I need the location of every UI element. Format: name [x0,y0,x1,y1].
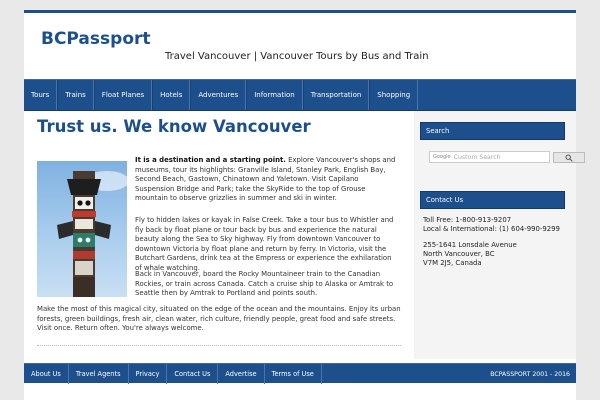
footer-link-travel-agents[interactable]: Travel Agents [69,364,129,384]
sidebar [414,111,576,359]
intro-bold: It is a destination and a starting point. [135,156,286,164]
nav-item-adventures[interactable]: Adventures [190,80,246,110]
toll-free-phone: Toll Free: 1-800-913-9207 [423,216,512,224]
footer-link-about-us[interactable]: About Us [24,364,69,384]
paragraph-2: Fly to hidden lakes or kayak in False Creek. Take a tour bus to Whistler and fly back by float plane or tour back by bus and experience the natural beauty along the Sea to Sky highway. Fly from downtown Vancouver to downtown Victoria by float plane and return by ferry. In Victoria, visit the Butchart Gardens, drink tea at the Empress or experience the exhilaration of whale watching. [135,216,394,272]
intro-paragraph [135,156,400,204]
content-divider [37,345,401,346]
nav-item-float-planes[interactable]: Float Planes [94,80,152,110]
nav-item-transportation[interactable]: Transportation [303,80,370,110]
address-line-1: 255-1641 Lonsdale Avenue [423,241,517,249]
site-tagline: Travel Vancouver | Vancouver Tours by Bus and Train [165,51,429,62]
nav-item-tours[interactable]: Tours [24,80,57,110]
footer-link-privacy[interactable]: Privacy [129,364,168,384]
site-header [24,13,576,79]
search-placeholder: Custom Search [453,153,501,161]
search-button[interactable] [553,152,585,163]
address-line-2: North Vancouver, BC [423,250,495,258]
nav-item-trains[interactable]: Trains [57,80,93,110]
site-title[interactable]: BCPassport [41,29,151,49]
address-line-3: V7M 2J5, Canada [423,259,482,267]
google-label: Google [433,154,451,160]
search-icon [565,154,573,162]
totem-pole-photo [37,161,127,297]
totem-pole-icon [37,161,127,297]
paragraph-4: Make the most of this magical city, situated on the edge of the ocean and the mountains. Enjoy its urban forests, green buildings, fresh air, clean water, rich culture, friendly people, great food and safe streets. Visit once. Return often. You're always welcome. [37,305,401,333]
contact-widget-title: Contact Us [420,191,565,209]
footer-link-advertise[interactable]: Advertise [218,364,264,384]
main-content [24,113,414,353]
page-headline: Trust us. We know Vancouver [37,117,311,136]
nav-item-hotels[interactable]: Hotels [152,80,190,110]
nav-item-shopping[interactable]: Shopping [369,80,418,110]
footer-link-terms[interactable]: Terms of Use [265,364,322,384]
footer-nav [24,364,322,384]
nav-item-information[interactable]: Information [246,80,303,110]
intro-text: Explore Vancouver's shops and museums, tour its highlights: Granville Island, Stanley Park, English Bay, Second Beach, Gastown, Chinatown and Yaletown. Visit Capilano Suspension Bridge and Park; take the SkyRide to the top of Grouse mountain to observe grizzlies in summer and ski in winter. [135,156,396,203]
footer-link-contact-us[interactable]: Contact Us [167,364,218,384]
local-phone: Local & International: (1) 604-990-9299 [423,225,560,233]
search-input[interactable] [429,151,550,163]
page-wrapper [24,10,576,400]
search-widget-title: Search [420,122,565,140]
paragraph-3: Back in Vancouver, board the Rocky Mountaineer train to the Canadian Rockies, or train across Canada. Catch a cruise ship to Alaska or Amtrak to Seattle then by Amtrak to Portland and points south. [135,270,394,298]
copyright-text: BCPASSPORT 2001 - 2016 [490,370,570,378]
site-footer [24,363,576,383]
main-nav [24,79,576,111]
